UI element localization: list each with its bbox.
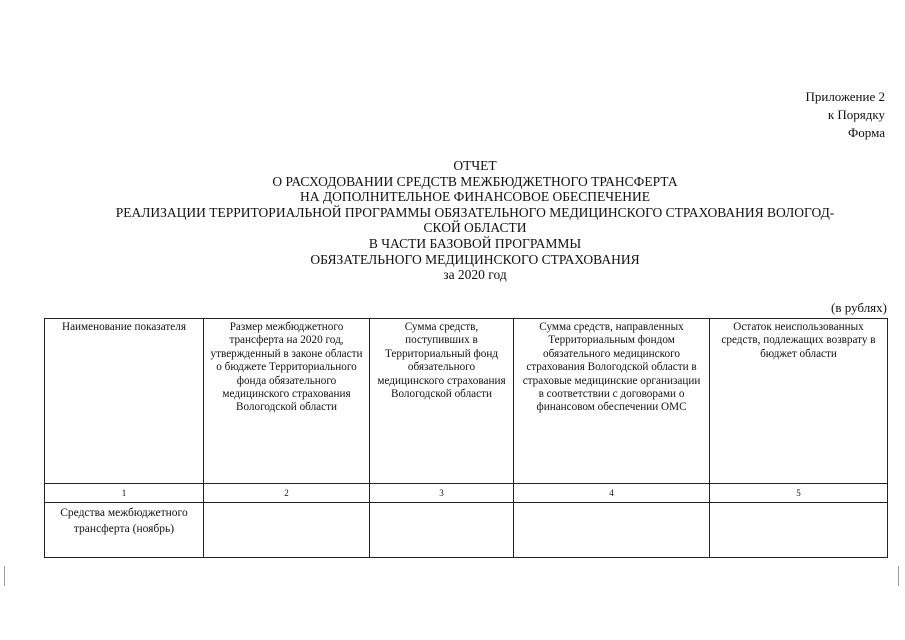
units-note: (в рублях) xyxy=(831,300,887,315)
report-title xyxy=(40,158,905,283)
title-line-7: ОБЯЗАТЕЛЬНОГО МЕДИЦИНСКОГО СТРАХОВАНИЯ xyxy=(310,251,640,267)
table-cell xyxy=(204,503,370,558)
appendix-form: Форма xyxy=(848,125,885,140)
column-number: 1 xyxy=(45,484,204,503)
header-unused-balance: Остаток неиспользованных средств, подлежащих возврату в бюджет области xyxy=(710,319,888,484)
header-indicator-name: Наименование показателя xyxy=(45,319,204,484)
column-number: 2 xyxy=(204,484,370,503)
column-number: 3 xyxy=(370,484,514,503)
table-cell xyxy=(514,503,710,558)
title-line-5: СКОЙ ОБЛАСТИ xyxy=(423,220,527,236)
title-line-6: В ЧАСТИ БАЗОВОЙ ПРОГРАММЫ xyxy=(368,235,582,251)
scan-artifact xyxy=(898,566,899,586)
title-line-2: О РАСХОДОВАНИИ СРЕДСТВ МЕЖБЮДЖЕТНОГО ТРАНСФЕРТА xyxy=(272,173,678,189)
column-number: 4 xyxy=(514,484,710,503)
appendix-ref: к Порядку xyxy=(827,107,885,122)
title-line-4: РЕАЛИЗАЦИИ ТЕРРИТОРИАЛЬНОЙ ПРОГРАММЫ ОБЯЗАТЕЛЬНОГО МЕДИЦИНСКОГО СТРАХОВАНИЯ ВОЛОГОД- xyxy=(115,204,835,220)
appendix-number: Приложение 2 xyxy=(805,89,885,104)
table-row xyxy=(45,503,888,558)
header-row xyxy=(45,319,888,484)
header-received-amount: Сумма средств, поступивших в Территориальный фонд обязательного медицинского страхования Вологодской области xyxy=(370,319,514,484)
scan-artifact xyxy=(4,566,5,586)
report-table xyxy=(44,318,888,558)
table-cell xyxy=(370,503,514,558)
title-line-3: НА ДОПОЛНИТЕЛЬНОЕ ФИНАНСОВОЕ ОБЕСПЕЧЕНИЕ xyxy=(300,189,650,205)
column-number-row xyxy=(45,484,888,503)
appendix-block xyxy=(805,88,885,142)
title-line-1: ОТЧЕТ xyxy=(453,158,497,173)
table-cell xyxy=(710,503,888,558)
header-transfer-amount: Размер межбюджетного трансферта на 2020 год, утвержденный в законе области о бюджете Территориального фонда обязательного медицинского страхования Вологодской области xyxy=(204,319,370,484)
title-line-8: за 2020 год xyxy=(443,267,507,283)
row-label: Средства межбюджетного трансферта (ноябрь) xyxy=(45,503,204,558)
column-number: 5 xyxy=(710,484,888,503)
header-directed-amount: Сумма средств, направленных Территориальным фондом обязательного медицинского страхования Вологодской области в страховые медицинские организации в соответствии с договорами о финансовом обеспечении ОМС xyxy=(514,319,710,484)
